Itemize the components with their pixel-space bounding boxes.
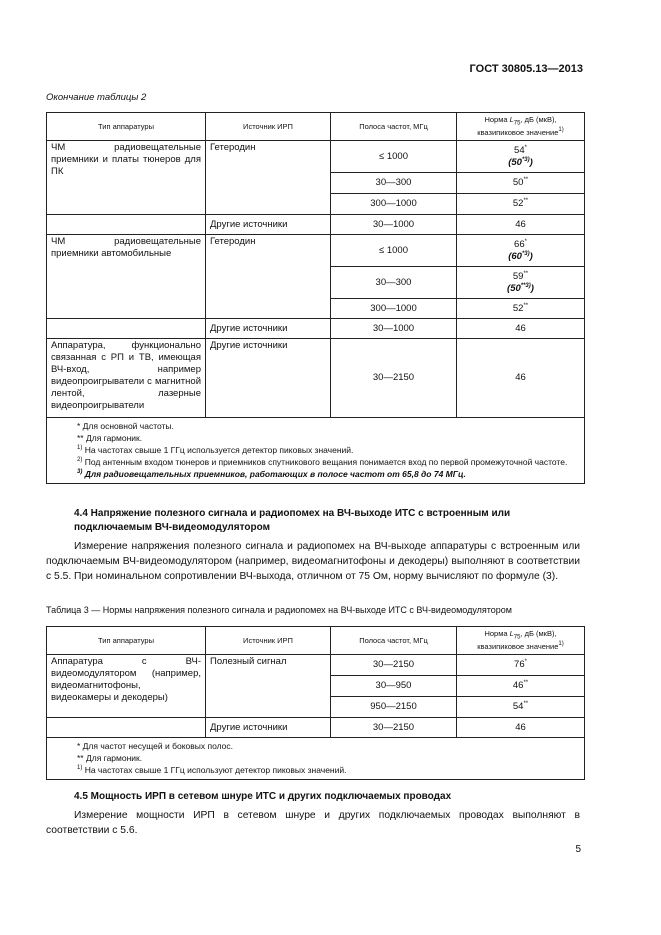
norm-cell: 52**: [457, 299, 585, 319]
table3-notes: [47, 738, 585, 780]
table2-caption: Окончание таблицы 2: [46, 92, 147, 103]
band-cell: ≤ 1000: [331, 141, 457, 173]
equipment-type-cell: Аппаратура, функционально связанная с РП и ТВ, имеющая ВЧ-вход, например видеопроигрыватели с магнитной лентой, лазерные видеопроигрыватели: [47, 339, 206, 418]
norm-cell: 46: [457, 215, 585, 235]
band-cell: ≤ 1000: [331, 235, 457, 267]
table3: [46, 626, 585, 780]
norm-cell: 50**: [457, 173, 585, 194]
norm-cell: 54**: [457, 697, 585, 718]
note-line: $^{1)}$ На частотах свыше 1 ГГц используют детектор пиковых значений.: [77, 765, 347, 775]
band-cell: 300—1000: [331, 299, 457, 319]
note-line: * Для основной частоты.: [77, 421, 174, 431]
header-norm: Норма $L_{75}$, дБ (мкВ), квазипиковое значение$^{1)}$: [457, 627, 585, 655]
source-cell: Гетеродин: [206, 141, 331, 215]
table-row: [47, 141, 585, 173]
table3-caption: Таблица 3 — Нормы напряжения полезного сигнала и радиопомех на ВЧ-выходе ИТС с ВЧ-видеомодулятором: [46, 605, 512, 615]
page-number: 5: [575, 844, 581, 855]
table-row: [47, 339, 585, 418]
norm-cell: 46**: [457, 676, 585, 697]
band-cell: 30—2150: [331, 339, 457, 418]
note-line: $^{3)}$ Для радиовещательных приемников, работающих в полосе частот от 65,8 до 74 МГц.: [77, 469, 466, 479]
band-cell: 30—950: [331, 676, 457, 697]
band-cell: 30—300: [331, 267, 457, 299]
table2-notes-row: [47, 418, 585, 484]
source-cell: Гетеродин: [206, 235, 331, 319]
header-equipment-type: Тип аппаратуры: [47, 627, 206, 655]
empty-type-cell: [47, 319, 206, 339]
header-norm: Норма $L_{75}$, дБ (мкВ), квазипиковое значение$^{1)}$: [457, 113, 585, 141]
section-4-4-paragraph: Измерение напряжения полезного сигнала и радиопомех на ВЧ-выходе аппаратуры с встроенным или подключаемым ВЧ-видеомодулятором (например, видеомагнитофоны и декодеры) выполняют в соответствии с 5.5. При номинальном сопротивлении ВЧ-выхода, отличном от 75 Ом, норму вычисляют по формуле (3).: [46, 541, 580, 582]
source-cell: Другие источники: [206, 215, 331, 235]
norm-cell: 59** (50$^{**3)}$): [457, 267, 585, 299]
empty-type-cell: [47, 718, 206, 738]
band-cell: 30—1000: [331, 215, 457, 235]
empty-type-cell: [47, 215, 206, 235]
note-line: * Для частот несущей и боковых полос.: [77, 741, 234, 751]
band-cell: 950—2150: [331, 697, 457, 718]
table-row: [47, 655, 585, 676]
norm-cell: 46: [457, 339, 585, 418]
equipment-type-cell: Аппаратура с ВЧ-видеомодулятором (например, видеомагнитофоны, видеокамеры и декодеры): [47, 655, 206, 718]
header-source: Источник ИРП: [206, 627, 331, 655]
table-row: [47, 319, 585, 339]
band-cell: 300—1000: [331, 194, 457, 215]
band-cell: 30—1000: [331, 319, 457, 339]
norm-cell: 66* (60$^{*3)}$): [457, 235, 585, 267]
source-cell: Другие источники: [206, 718, 331, 738]
header-source: Источник ИРП: [206, 113, 331, 141]
header-equipment-type: Тип аппаратуры: [47, 113, 206, 141]
norm-cell: 52**: [457, 194, 585, 215]
norm-cell: 46: [457, 718, 585, 738]
band-cell: 30—2150: [331, 718, 457, 738]
table3-header-row: [47, 627, 585, 655]
table3-notes-row: [47, 738, 585, 780]
band-cell: 30—300: [331, 173, 457, 194]
section-4-4-heading: 4.4 Напряжение полезного сигнала и радиопомех на ВЧ-выходе ИТС с встроенным или подключаемым ВЧ-видеомодулятором: [74, 508, 511, 533]
source-cell: Другие источники: [206, 319, 331, 339]
note-line: ** Для гармоник.: [77, 753, 143, 763]
table-row: [47, 718, 585, 738]
band-cell: 30—2150: [331, 655, 457, 676]
table2-notes: [47, 418, 585, 484]
table2-header-row: [47, 113, 585, 141]
equipment-type-cell: ЧМ радиовещательные приемники автомобильные: [47, 235, 206, 319]
source-cell: Другие источники: [206, 339, 331, 418]
section-4-5-heading: 4.5 Мощность ИРП в сетевом шнуре ИТС и других подключаемых проводах: [74, 791, 452, 802]
header-band: Полоса частот, МГц: [331, 627, 457, 655]
header-band: Полоса частот, МГц: [331, 113, 457, 141]
section-4-5-paragraph: Измерение мощности ИРП в сетевом шнуре и других подключаемых проводах выполняют в соответствии с 5.6.: [46, 810, 580, 836]
standard-number: ГОСТ 30805.13—2013: [469, 63, 583, 75]
norm-cell: 46: [457, 319, 585, 339]
source-cell: Полезный сигнал: [206, 655, 331, 718]
note-line: $^{1)}$ На частотах свыше 1 ГГц используется детектор пиковых значений.: [77, 445, 354, 455]
note-line: $^{2)}$ Под антенным входом тюнеров и приемников спутникового вещания понимается вход по первой промежуточной частоте.: [77, 457, 568, 467]
norm-cell: 76*: [457, 655, 585, 676]
norm-cell: 54* (50$^{*3)}$): [457, 141, 585, 173]
note-line: ** Для гармоник.: [77, 433, 143, 443]
table-row: [47, 235, 585, 267]
equipment-type-cell: ЧМ радиовещательные приемники и платы тюнеров для ПК: [47, 141, 206, 215]
table-row: [47, 215, 585, 235]
table2: [46, 112, 585, 484]
